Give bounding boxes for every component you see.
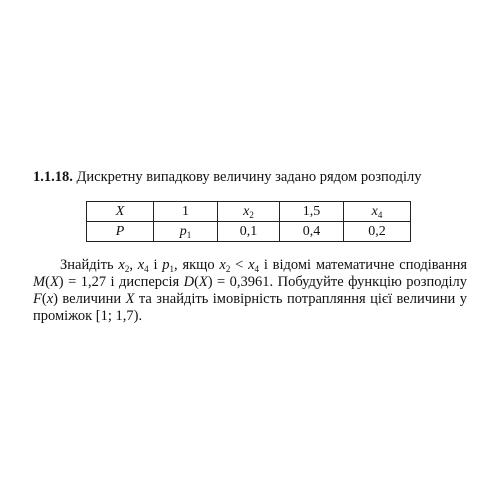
table-cell xyxy=(344,202,411,222)
problem-heading xyxy=(33,168,467,186)
math-var: M xyxy=(33,274,46,290)
cell-value: 0,4 xyxy=(302,224,321,239)
math-var: D xyxy=(183,274,195,290)
cell-value: p xyxy=(179,224,187,239)
math-var: X xyxy=(49,274,59,290)
cell-value: 1,5 xyxy=(302,204,321,219)
text: Знайдіть xyxy=(60,257,119,273)
table-cell xyxy=(280,202,344,222)
math-var: x xyxy=(219,257,226,273)
cell-value: 1 xyxy=(182,204,189,219)
text: ( xyxy=(41,291,47,307)
math-var: x xyxy=(118,257,125,273)
distribution-table xyxy=(86,201,411,242)
cell-value: 0,1 xyxy=(239,224,258,239)
text: ( xyxy=(194,274,199,290)
text: < xyxy=(230,257,249,273)
math-subscript: 4 xyxy=(254,264,260,274)
table-cell xyxy=(280,222,344,242)
text: ) = 0,3961. Побудуйте функцію розподілу xyxy=(207,274,467,290)
cell-subscript: 1 xyxy=(186,230,192,240)
cell-subscript: 4 xyxy=(377,210,383,220)
text: і xyxy=(148,257,163,273)
text: , якщо xyxy=(174,257,220,273)
problem-statement xyxy=(33,257,467,325)
cell-subscript: 2 xyxy=(249,210,254,220)
math-var: F xyxy=(33,291,42,307)
table-row-p xyxy=(87,222,411,242)
table-cell-x-label: X xyxy=(87,202,154,222)
math-subscript: 2 xyxy=(225,264,231,274)
table-cell-p-label: P xyxy=(87,222,154,242)
table-cell xyxy=(344,222,411,242)
math-var: x xyxy=(137,257,145,273)
math-subscript: 4 xyxy=(144,264,149,274)
math-subscript: 1 xyxy=(169,264,175,274)
table-cell xyxy=(154,202,218,222)
problem-block xyxy=(33,168,467,325)
cell-value: x xyxy=(371,204,378,219)
math-var: p xyxy=(162,257,170,273)
problem-title: Дискретну випадкову величину задано рядом розподілу xyxy=(76,169,422,185)
text: ( xyxy=(45,274,50,290)
math-var: x xyxy=(248,257,255,273)
cell-value: x xyxy=(243,204,250,219)
math-var: X xyxy=(198,274,208,290)
table-cell xyxy=(218,222,280,242)
math-subscript: 2 xyxy=(124,264,130,274)
text: ) = 1,27 і дисперсія xyxy=(58,274,184,290)
text: та знайдіть імовірність потрапляння цієї величини у проміжок [1; 1,7). xyxy=(33,291,467,324)
cell-value: 0,2 xyxy=(368,224,386,239)
math-var: X xyxy=(125,291,135,307)
table-row-x xyxy=(87,202,411,222)
problem-number: 1.1.18. xyxy=(33,169,73,185)
text: ) величини xyxy=(53,291,126,307)
text: , xyxy=(129,257,138,273)
table-cell xyxy=(218,202,280,222)
table-cell xyxy=(154,222,218,242)
math-var: x xyxy=(46,291,54,307)
text: і відомі математичне сподівання xyxy=(259,257,468,273)
